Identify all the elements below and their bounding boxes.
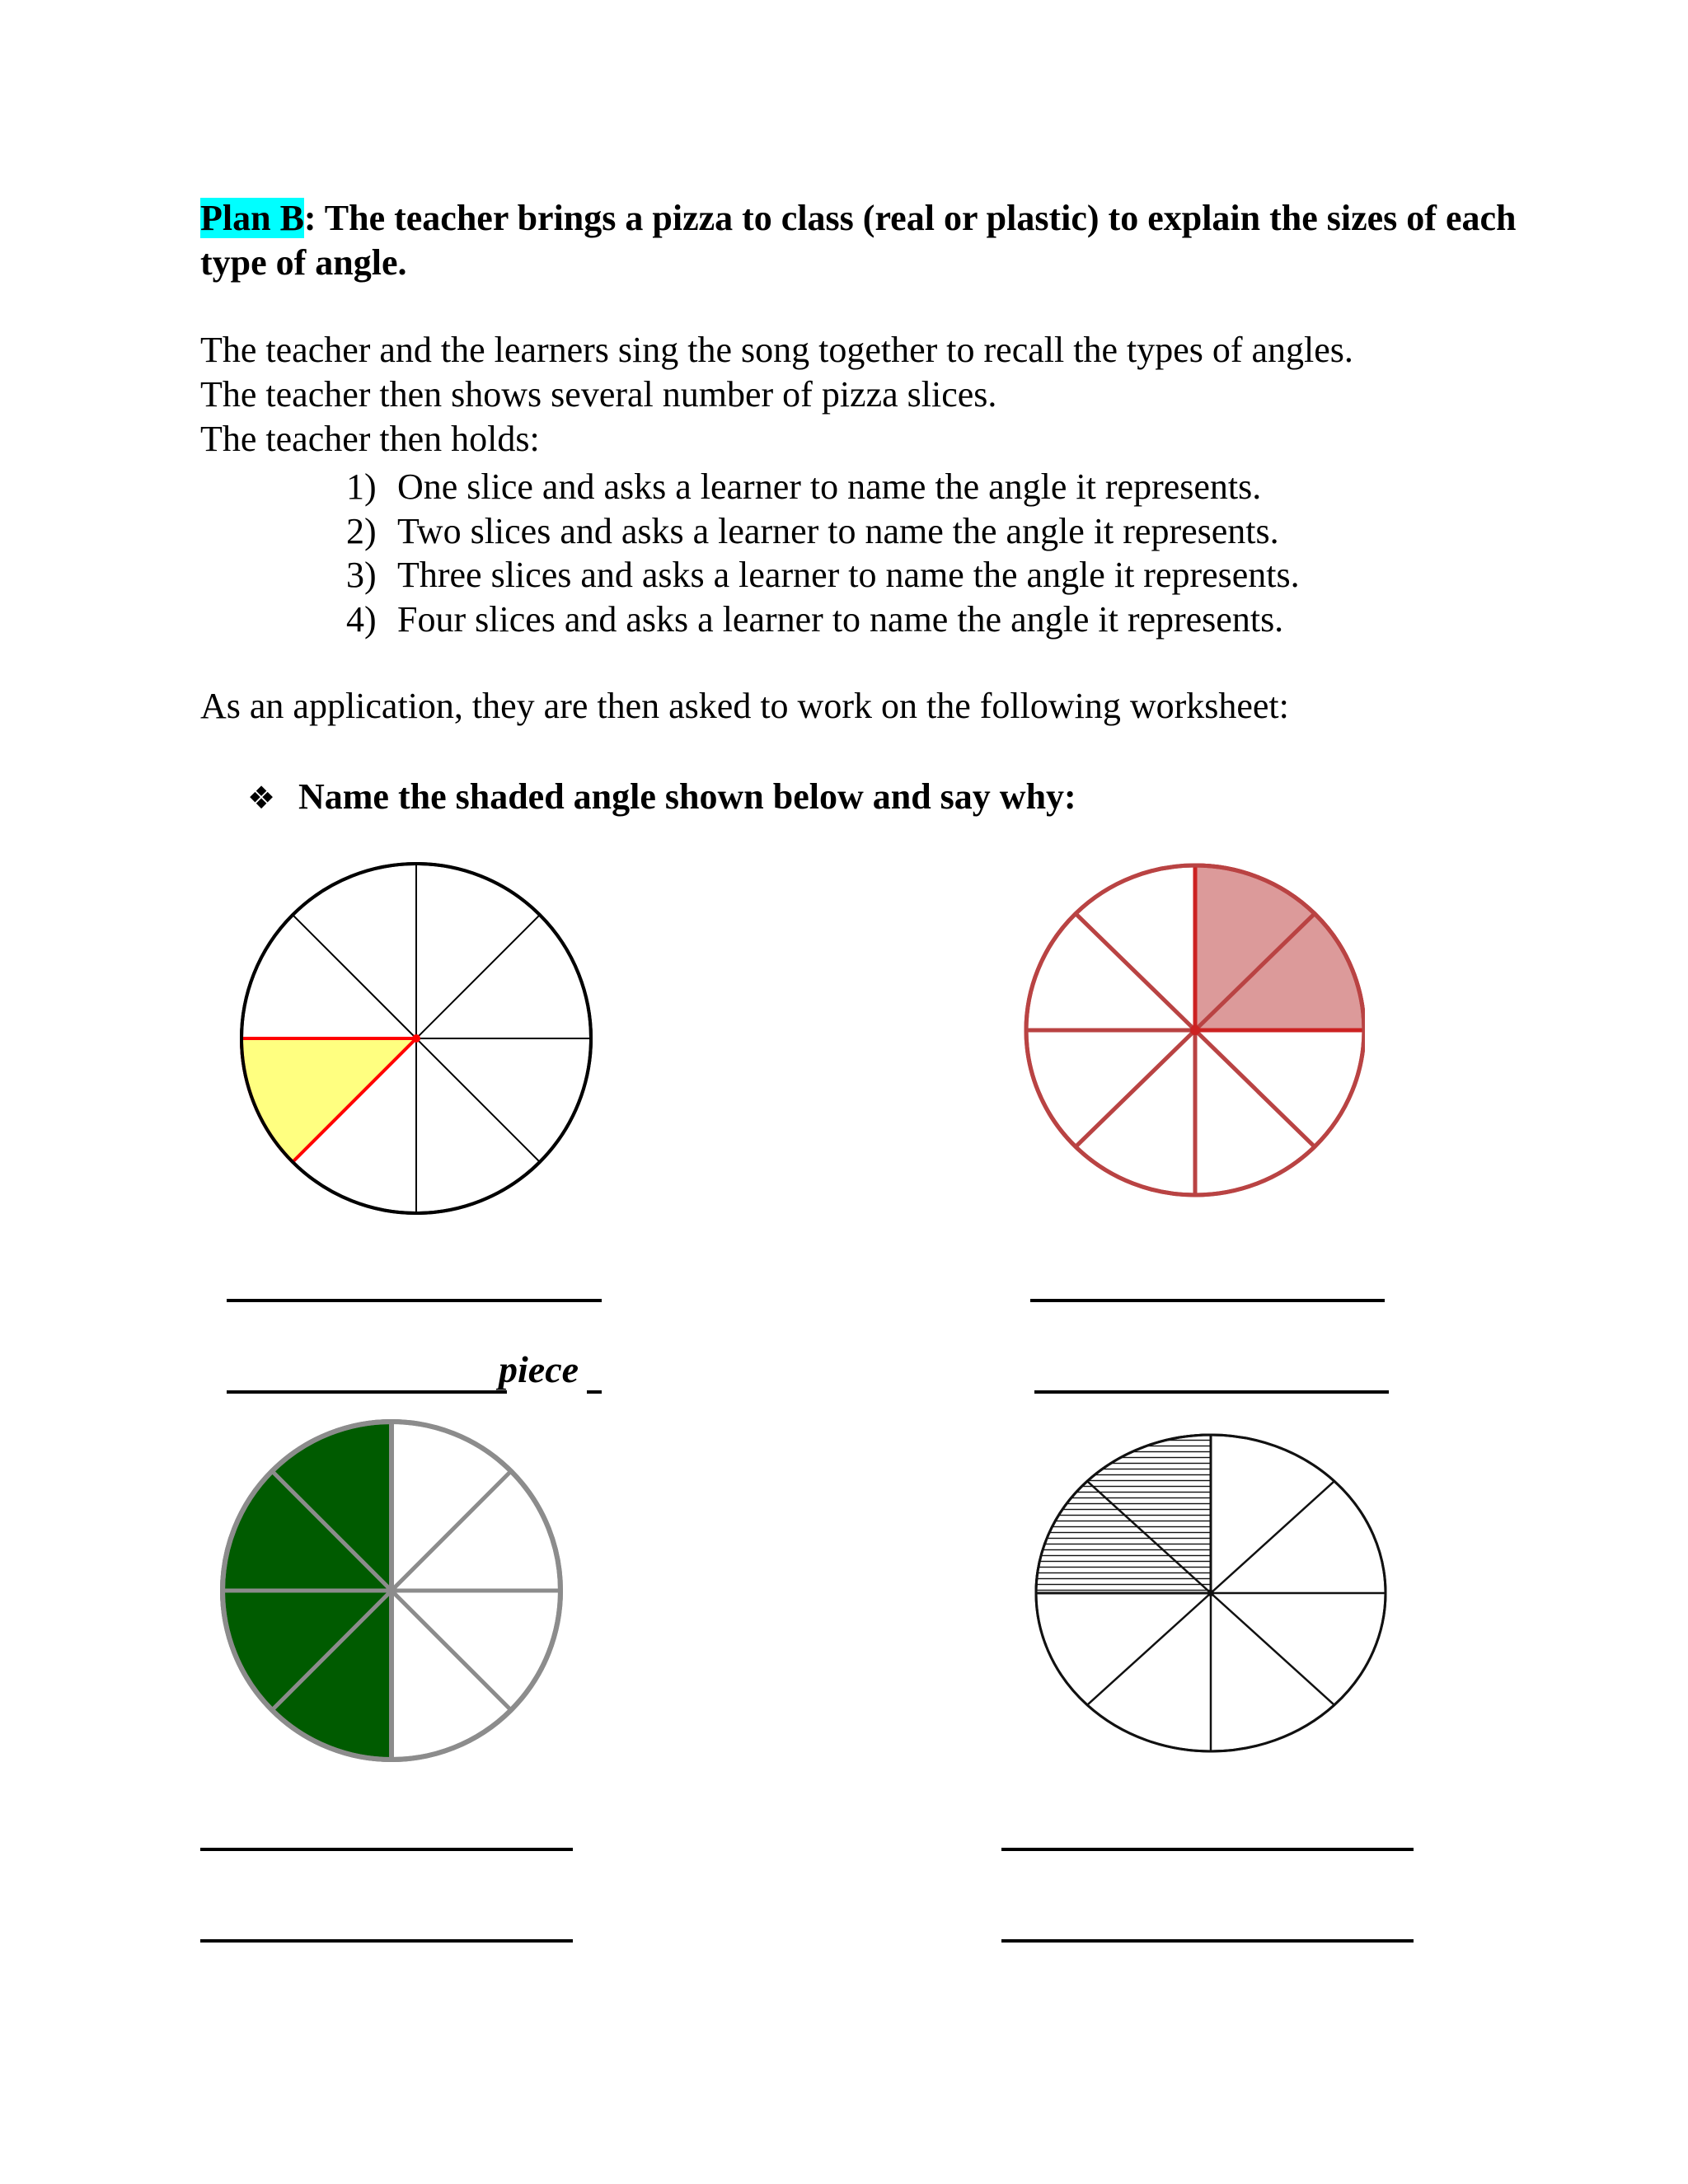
piece-hint: piece	[499, 1348, 579, 1390]
answer-line[interactable]	[587, 1390, 602, 1394]
plan-heading	[200, 196, 1519, 285]
application-text: As an application, they are then asked to work on the following worksheet:	[200, 686, 1289, 726]
plan-label-highlight: Plan B	[200, 198, 304, 238]
answer-line[interactable]	[1001, 1848, 1414, 1851]
pie-diagram-four-slices	[218, 1418, 565, 1764]
pie-center	[1190, 1025, 1200, 1035]
step-item	[346, 465, 1300, 509]
step-text: Two slices and asks a learner to name the angle it represents.	[397, 510, 1279, 551]
pie-slices	[223, 1422, 560, 1760]
pie-diagram-one-slice	[239, 861, 593, 1216]
step-text: Three slices and asks a learner to name the angle it represents.	[397, 555, 1300, 595]
step-text: One slice and asks a learner to name the angle it represents.	[397, 466, 1262, 507]
step-number: 3)	[346, 555, 377, 595]
intro-line: The teacher then shows several number of pizza slices.	[200, 374, 997, 415]
pie-slices	[241, 864, 591, 1213]
diamond-bullet-icon: ❖	[247, 780, 276, 816]
answer-line[interactable]	[227, 1299, 602, 1302]
pie-center	[386, 1585, 397, 1596]
plan-description: : The teacher brings a pizza to class (real or plastic) to explain the sizes of each type of angle.	[200, 198, 1517, 283]
step-number: 2)	[346, 510, 377, 551]
answer-line[interactable]	[200, 1939, 573, 1943]
step-item	[346, 509, 1300, 554]
answer-line[interactable]	[1001, 1939, 1414, 1943]
pie-diagram-hatched-slices	[1034, 1432, 1388, 1754]
answer-line[interactable]	[1030, 1299, 1385, 1302]
answer-line[interactable]	[227, 1390, 507, 1394]
pie-slices	[1036, 1435, 1386, 1751]
step-number: 4)	[346, 598, 377, 640]
pie-diagram-two-slices	[1022, 861, 1368, 1199]
step-text: Four slices and asks a learner to name the angle it represents.	[397, 598, 1284, 640]
steps-list	[346, 465, 1300, 641]
pie-center	[1207, 1590, 1214, 1596]
step-item	[346, 598, 1300, 642]
step-item	[346, 553, 1300, 598]
task-instruction	[247, 775, 1076, 820]
intro-line: The teacher and the learners sing the song together to recall the types of angles.	[200, 330, 1353, 370]
step-number: 1)	[346, 466, 377, 507]
pie-slices	[1026, 865, 1364, 1195]
pie-center	[412, 1034, 420, 1043]
answer-line[interactable]	[1034, 1390, 1389, 1394]
answer-line[interactable]	[200, 1848, 573, 1851]
intro-line: The teacher then holds:	[200, 419, 540, 459]
task-text: Name the shaded angle shown below and say why:	[298, 776, 1076, 817]
